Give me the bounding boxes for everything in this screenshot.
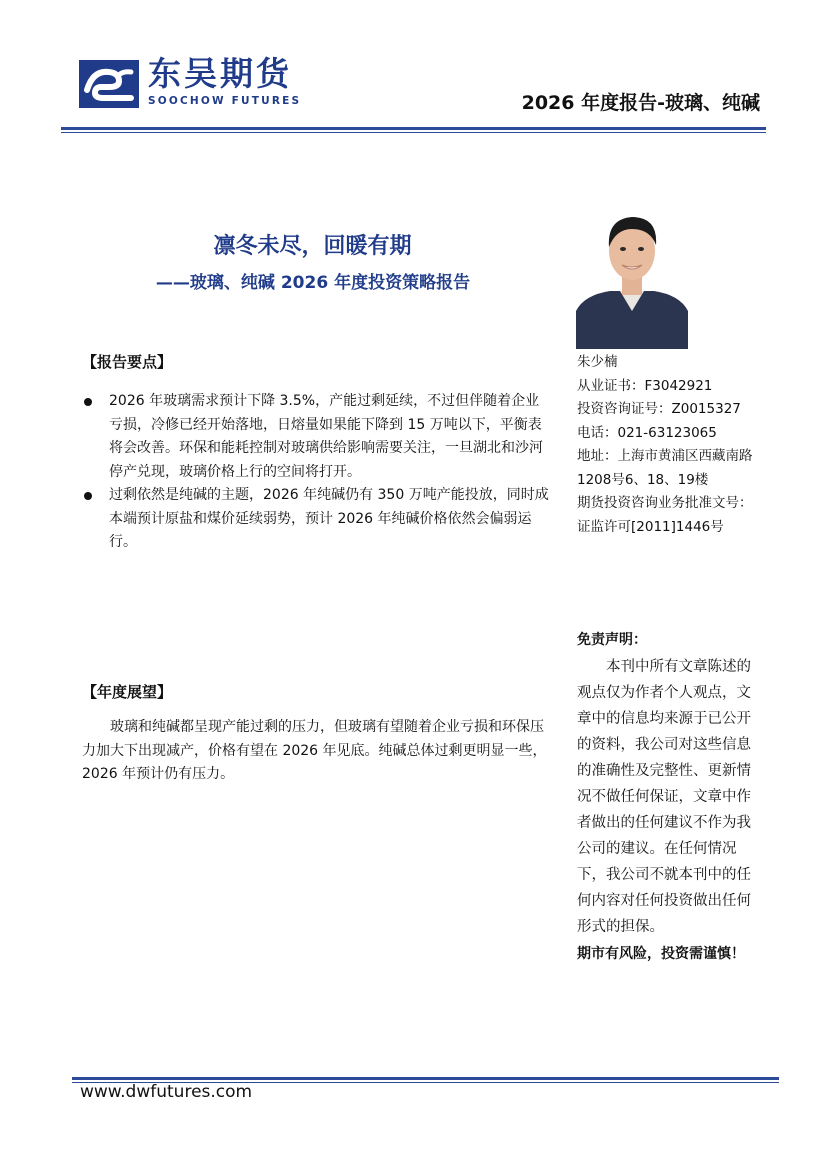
author-photo: [576, 199, 688, 349]
author-info: [577, 351, 767, 539]
author-phone: 电话：021-63123065: [577, 424, 717, 441]
report-header-title: 2026 年度报告-玻璃、纯碱: [521, 92, 760, 114]
footer-website-link[interactable]: www.dwfutures.com: [80, 1082, 253, 1102]
company-name-en: SOOCHOW FUTURES: [148, 95, 302, 107]
header-divider: [61, 127, 766, 130]
report-main-title: 凛冬未尽，回暖有期: [213, 234, 412, 259]
company-logo-icon: [79, 60, 139, 108]
summary-bullet-list: [82, 390, 550, 555]
summary-bullet-text: 过剩依然是纯碱的主题，2026 年纯碱仍有 350 万吨产能投放，同时成本端预计原盐和煤价延续弱势，预计 2026 年纯碱价格依然会偏弱运行。: [109, 487, 549, 550]
summary-bullet-text: 2026 年玻璃需求预计下降 3.5%，产能过剩延续，不过但伴随着企业亏损，冷修已经开始落地，日熔量如果能下降到 15 万吨以下，平衡表将会改善。环保和能耗控制对玻璃供给影响需要关注，一旦湖北和沙河停产兑现，玻璃价格上行的空间将打开。: [109, 393, 543, 480]
outlook-heading: 【年度展望】: [82, 683, 173, 701]
author-name: 朱少楠: [577, 354, 618, 370]
disclaimer-body: 本刊中所有文章陈述的观点仅为作者个人观点，文章中的信息均来源于已公开的资料，我公司对这些信息的准确性及完整性、更新情况不做任何保证，文章中作者做出的任何建议不作为我公司的建议。在任何情况下，我公司不就本刊中的任何内容对任何投资做出任何形式的担保。: [577, 659, 751, 935]
author-consult-cert: 投资咨询证号：Z0015327: [577, 401, 741, 417]
summary-bullet: [82, 390, 550, 484]
report-sub-title: ——玻璃、纯碱 2026 年度投资策略报告: [155, 273, 471, 293]
header-divider-thin: [61, 132, 766, 133]
risk-warning: 期市有风险，投资需谨慎！: [577, 946, 745, 962]
company-name-cn: 东吴期货: [148, 54, 292, 93]
bullet-dot-icon: [84, 492, 92, 500]
outlook-paragraph: 玻璃和纯碱都呈现产能过剩的压力，但玻璃有望随着企业亏损和环保压力加大下出现减产，价格有望在 2026 年见底。纯碱总体过剩更明显一些，2026 年预计仍有压力。: [82, 719, 547, 782]
disclaimer-heading: 免责声明：: [577, 632, 647, 648]
author-approval-number: 证监许可[2011]1446号: [577, 518, 724, 535]
author-address: 地址：上海市黄浦区西藏南路1208号6、18、19楼: [577, 448, 753, 488]
summary-heading: 【报告要点】: [82, 353, 173, 371]
summary-bullet: [82, 484, 550, 555]
author-license: 从业证书：F3042921: [577, 377, 713, 394]
author-approval-label: 期货投资咨询业务批准文号：: [577, 495, 753, 511]
bullet-dot-icon: [84, 398, 92, 406]
footer-divider: [72, 1077, 779, 1080]
